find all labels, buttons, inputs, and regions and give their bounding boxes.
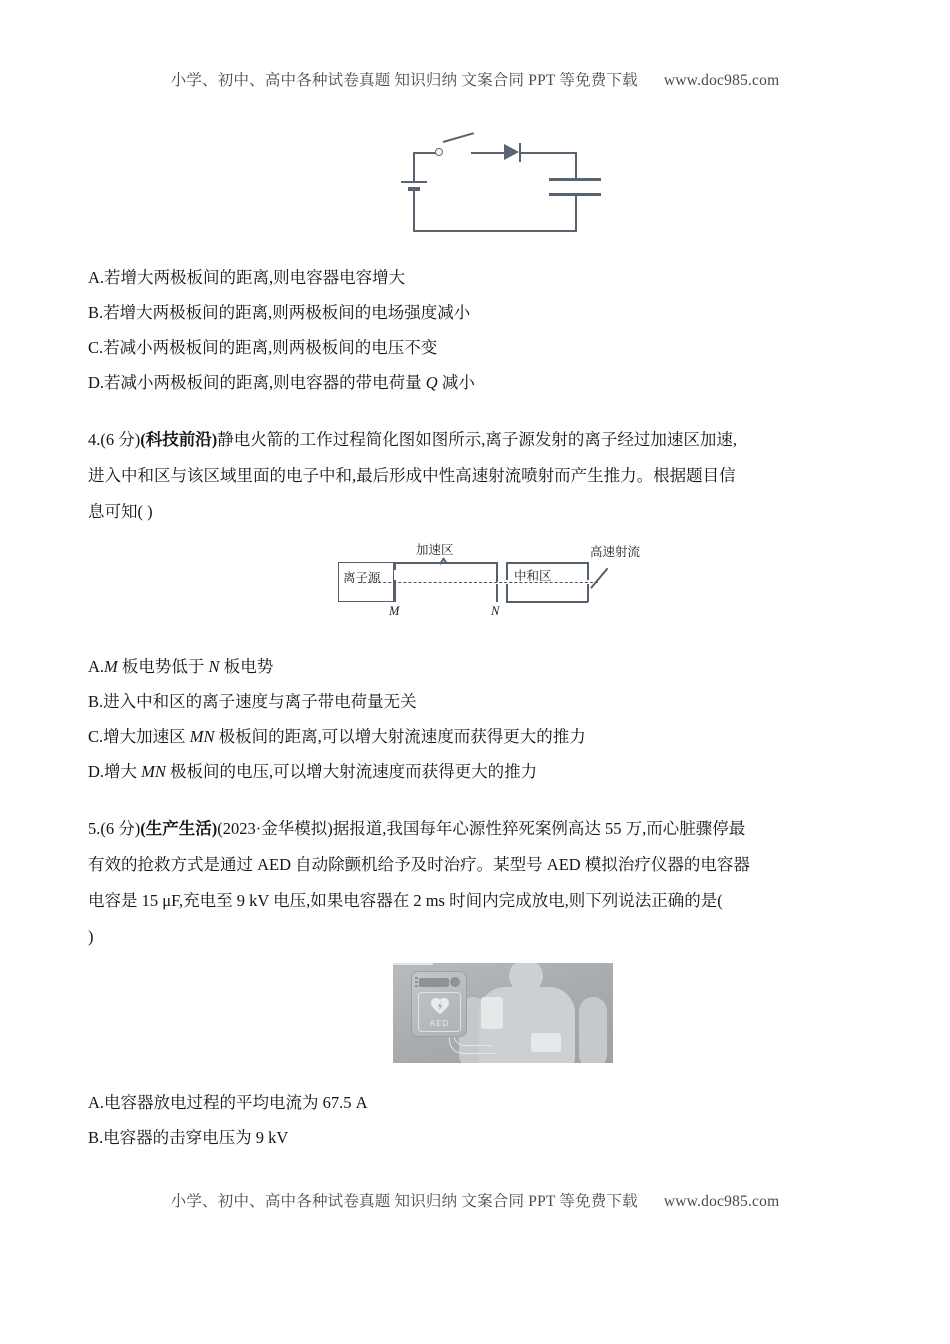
aed-device-label: AED bbox=[429, 1019, 450, 1028]
circuit-wire-left-lower bbox=[413, 191, 415, 232]
switch-lever-icon bbox=[443, 132, 474, 143]
q4-option-d bbox=[88, 754, 868, 789]
q4-score: (6 分) bbox=[100, 430, 141, 449]
neutral-box-left-upper bbox=[506, 562, 508, 580]
circuit-wire-bottom bbox=[413, 230, 577, 232]
q5-stem bbox=[88, 811, 868, 955]
silhouette-arm-right bbox=[579, 997, 607, 1063]
q4-tag: (科技前沿) bbox=[140, 430, 218, 449]
plate-n-label: N bbox=[491, 604, 500, 618]
q5-option-b: B.电容器的击穿电压为 9 kV bbox=[88, 1128, 289, 1147]
q4-option-a bbox=[88, 649, 868, 684]
ion-beam-centerline bbox=[358, 582, 598, 583]
q4-option-a-mid: 板电势低于 bbox=[117, 657, 209, 676]
neutral-box-right-upper bbox=[587, 562, 589, 580]
jet-label: 高速射流 bbox=[590, 545, 641, 559]
q5-number: 5. bbox=[88, 819, 101, 838]
q5-body-line4: ) bbox=[88, 927, 94, 946]
accel-bracket-left-tick bbox=[394, 562, 396, 570]
q5-source: (2023·金华模拟) bbox=[217, 819, 333, 838]
q3-option-d-suffix: 减小 bbox=[437, 373, 475, 392]
aed-illustration bbox=[393, 963, 613, 1063]
circuit-wire-switch-diode bbox=[471, 152, 504, 154]
ion-rocket-diagram bbox=[338, 540, 641, 632]
q4-option-c-prefix: C.增大加速区 bbox=[88, 727, 190, 746]
q4-option-d-prefix: D.增大 bbox=[88, 762, 142, 781]
q3-option-d-prefix: D.若减小两极板间的距离,则电容器的带电荷量 bbox=[88, 373, 426, 392]
q3-option-d-variable: Q bbox=[425, 373, 438, 392]
q4-option-a-n: N bbox=[208, 657, 220, 676]
ion-rocket-figure bbox=[88, 540, 868, 635]
ion-source-label: 离子源 bbox=[343, 571, 381, 585]
header-watermark-text: 小学、初中、高中各种试卷真题 知识归纳 文案合同 PPT 等免费下载 bbox=[170, 72, 638, 89]
circuit-diagram-figure bbox=[88, 128, 868, 246]
plate-m-tick bbox=[394, 580, 396, 602]
footer-watermark-text: 小学、初中、高中各种试卷真题 知识归纳 文案合同 PPT 等免费下载 bbox=[170, 1193, 638, 1210]
aed-indicator-dots-icon bbox=[415, 977, 418, 987]
q4-option-c-variable: MN bbox=[189, 727, 215, 746]
q3-option-d bbox=[88, 365, 868, 400]
q5-score: (6 分) bbox=[100, 819, 141, 838]
aed-cable-horizontal bbox=[393, 963, 433, 965]
q4-body-line3: 息可知( ) bbox=[88, 502, 153, 521]
electrode-pad-lower bbox=[531, 1033, 561, 1052]
accel-bracket-right-tick bbox=[496, 562, 498, 570]
q4-body-line2: 进入中和区与该区域里面的电子中和,最后形成中性高速射流喷射而产生推力。根据题目信 bbox=[88, 466, 736, 485]
aed-screen bbox=[419, 978, 449, 987]
q3-option-b: B.若增大两极板间的距离,则两极板间的电场强度减小 bbox=[88, 303, 471, 322]
plate-n-tick-lower bbox=[496, 584, 498, 602]
battery-plate-long bbox=[401, 181, 427, 183]
q5-tag: (生产生活) bbox=[140, 819, 218, 838]
accel-zone-label: 加速区 bbox=[416, 543, 454, 557]
q4-option-b: B.进入中和区的离子速度与离子带电荷量无关 bbox=[88, 692, 417, 711]
aed-device bbox=[411, 971, 467, 1037]
q3-option-a: A.若增大两极板间的距离,则电容器电容增大 bbox=[88, 268, 406, 287]
q4-number: 4. bbox=[88, 430, 101, 449]
aed-front-panel bbox=[418, 992, 461, 1032]
q4-option-d-variable: MN bbox=[141, 762, 166, 781]
q4-option-d-suffix: 极板间的电压,可以增大射流速度而获得更大的推力 bbox=[165, 762, 538, 781]
q5-body-line2: 有效的抢救方式是通过 AED 自动除颤机给予及时治疗。某型号 AED 模拟治疗仪器的电容器 bbox=[88, 855, 750, 874]
q4-option-c bbox=[88, 719, 868, 754]
neutral-box-top bbox=[506, 562, 588, 564]
plate-m-label: M bbox=[389, 604, 400, 618]
circuit-wire-right-lower bbox=[575, 195, 577, 232]
circuit-wire-top-left bbox=[413, 152, 437, 154]
capacitor-plate-top bbox=[549, 178, 601, 181]
circuit-wire-diode-right bbox=[519, 152, 577, 154]
q5-option-a: A.电容器放电过程的平均电流为 67.5 A bbox=[88, 1093, 368, 1112]
aed-knob-icon bbox=[450, 977, 460, 987]
q4-option-c-suffix: 极板间的距离,可以增大射流速度而获得更大的推力 bbox=[214, 727, 586, 746]
diode-triangle-icon bbox=[504, 144, 519, 160]
circuit-diagram bbox=[413, 128, 583, 240]
neutral-box-left-lower bbox=[506, 584, 508, 602]
neutral-zone-label: 中和区 bbox=[514, 569, 552, 583]
circuit-wire-right-upper bbox=[575, 152, 577, 178]
q5-body-line1: 据报道,我国每年心源性猝死案例高达 55 万,而心脏骤停最 bbox=[332, 819, 746, 838]
q4-option-a-m: M bbox=[104, 657, 118, 676]
heart-with-bolt-icon bbox=[430, 997, 450, 1015]
switch-pivot-icon bbox=[435, 148, 443, 156]
header-watermark-url: www.doc985.com bbox=[663, 72, 780, 89]
plate-n-tick-upper bbox=[496, 570, 498, 582]
footer-watermark bbox=[0, 1189, 950, 1211]
jet-leader-line bbox=[590, 568, 608, 589]
q4-body-line1: 静电火箭的工作过程简化图如图所示,离子源发射的离子经过加速区加速, bbox=[217, 430, 737, 449]
content-column bbox=[88, 0, 868, 1155]
neutral-box-right-lower bbox=[587, 584, 589, 602]
q3-option-c: C.若减小两极板间的距离,则两极板间的电压不变 bbox=[88, 338, 438, 357]
q4-option-a-prefix: A. bbox=[88, 657, 105, 676]
aed-figure bbox=[88, 963, 868, 1071]
footer-watermark-url: www.doc985.com bbox=[663, 1193, 780, 1210]
q5-body-line3: 电容是 15 μF,充电至 9 kV 电压,如果电容器在 2 ms 时间内完成放电,则下列说法正确的是( bbox=[88, 891, 723, 910]
circuit-wire-left-upper bbox=[413, 152, 415, 181]
neutral-box-bottom bbox=[506, 601, 588, 603]
q4-option-a-suffix: 板电势 bbox=[219, 657, 274, 676]
q4-stem bbox=[88, 422, 868, 530]
